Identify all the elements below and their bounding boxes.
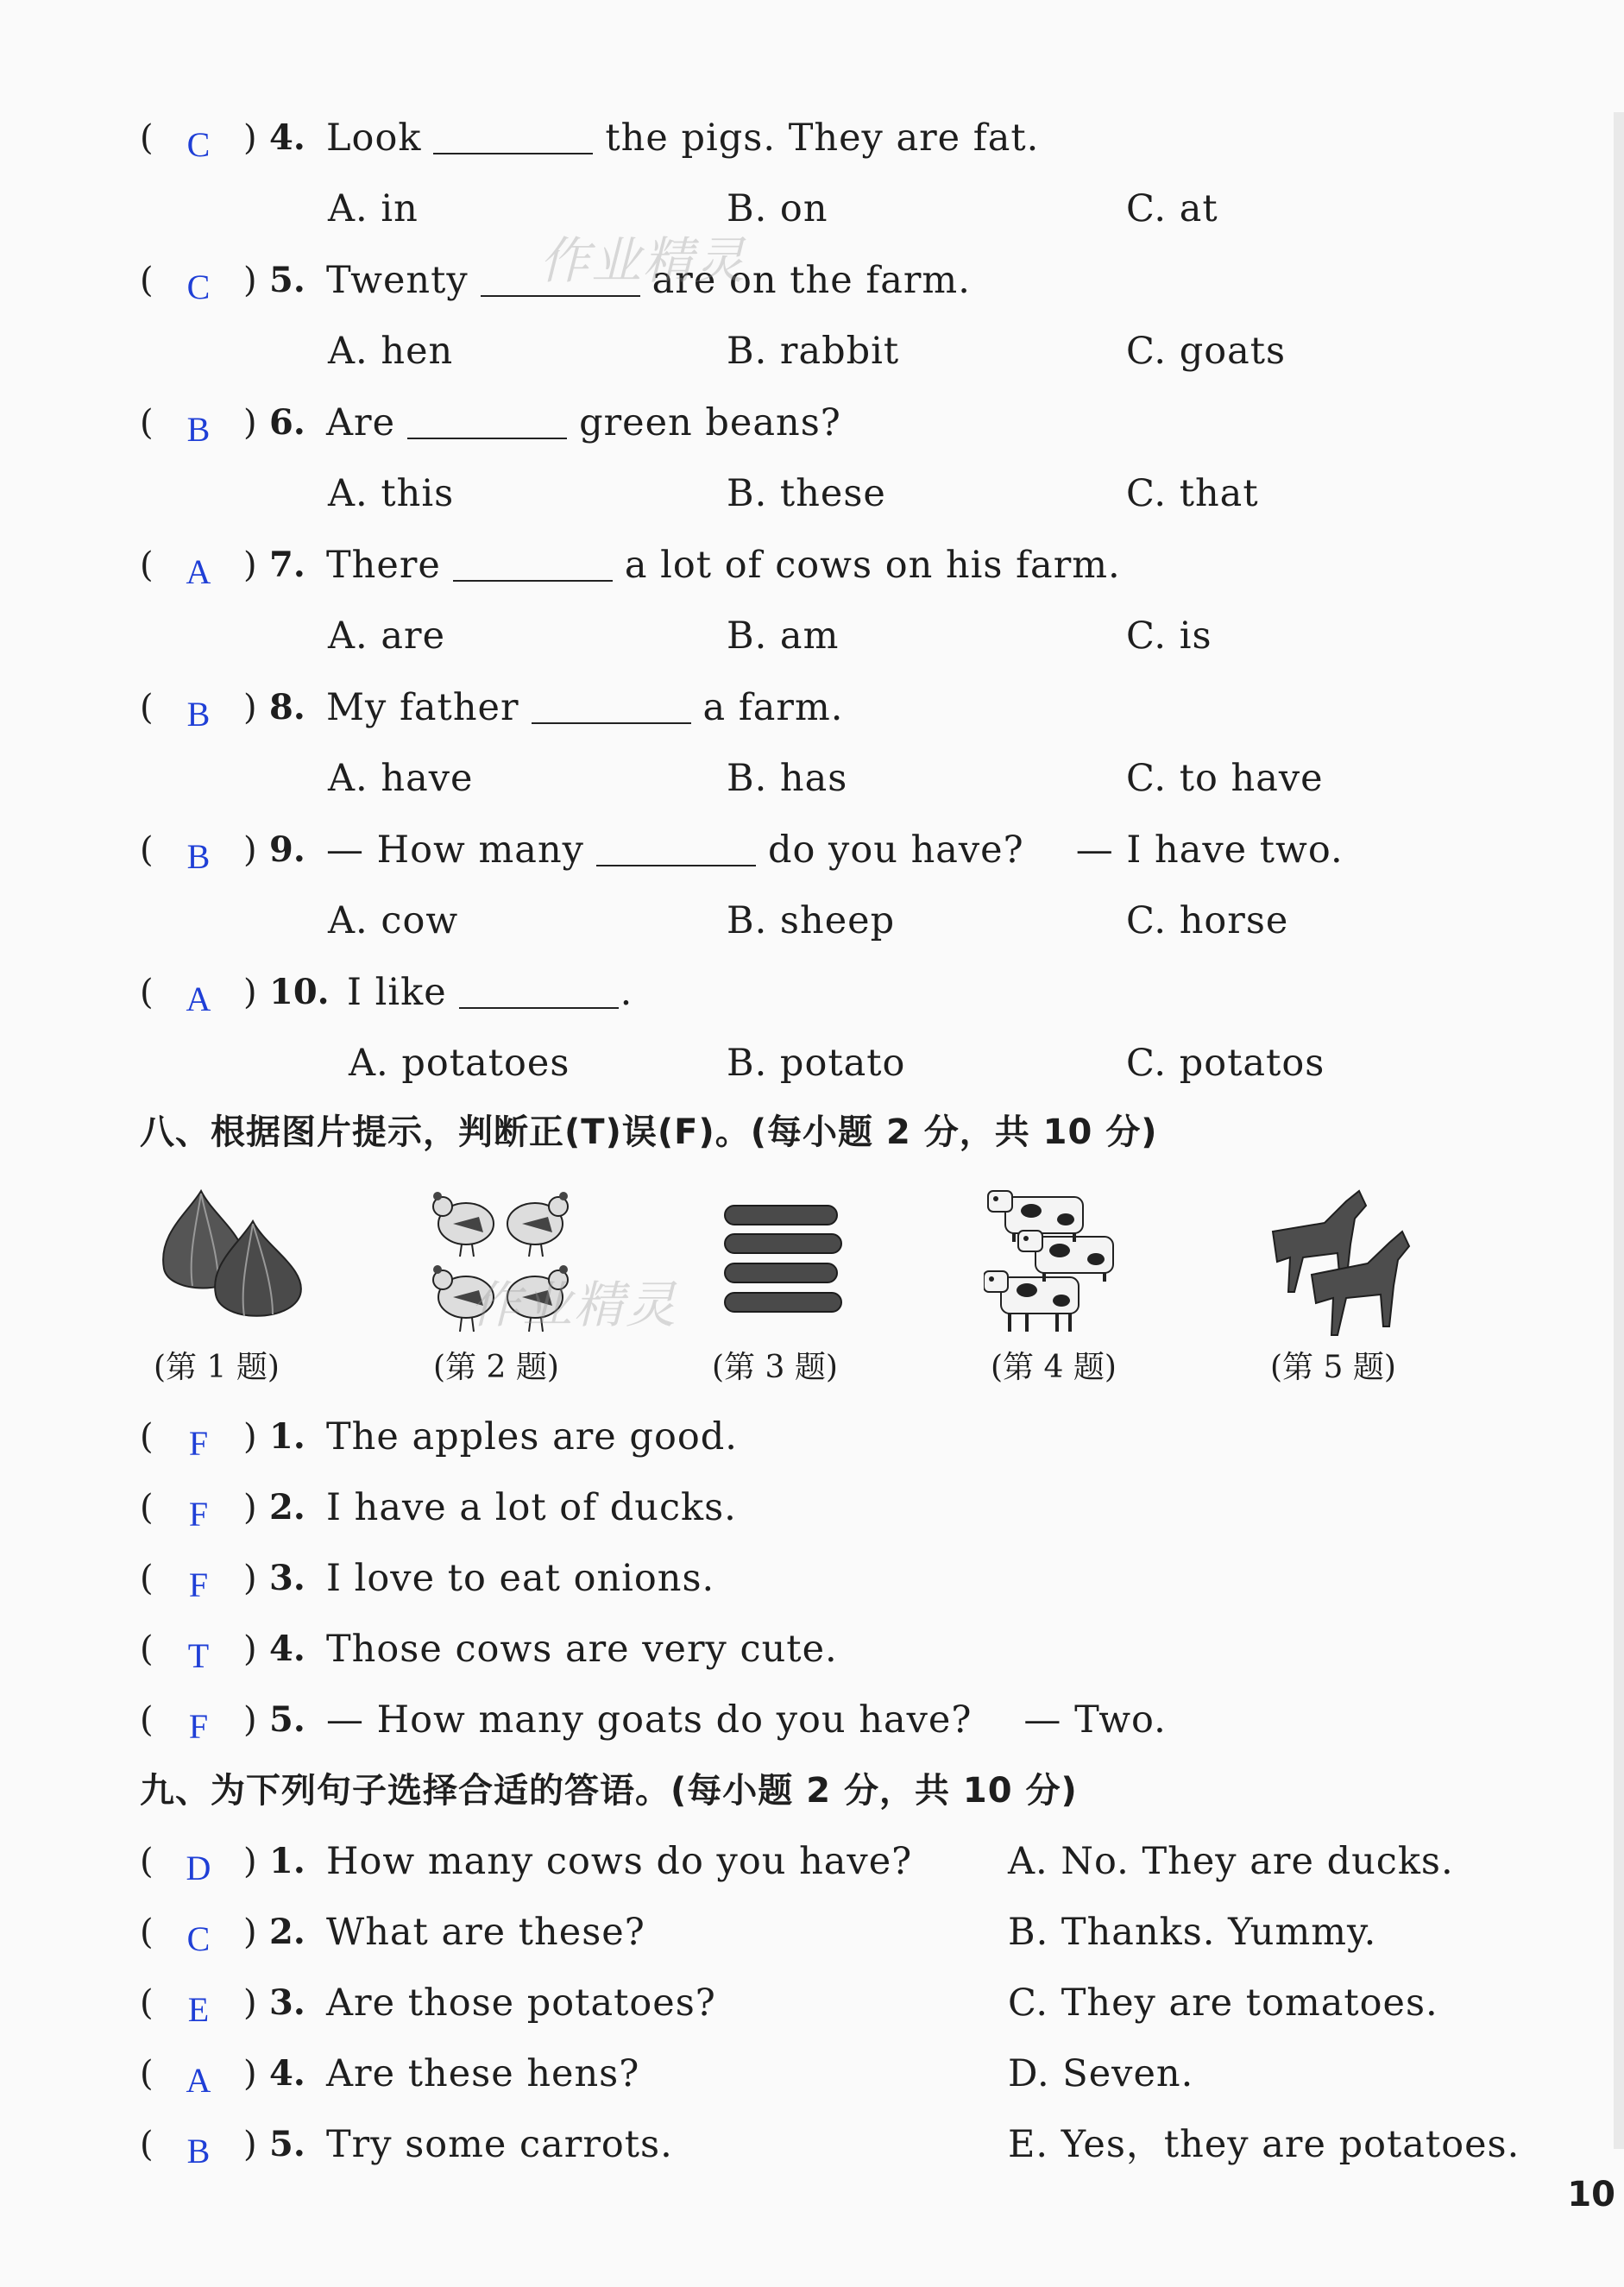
- question-number: 1.: [269, 1841, 305, 1881]
- question-number: 5.: [269, 260, 305, 300]
- answer-mark: B: [186, 837, 211, 876]
- caption-4: (第 4 题): [991, 1350, 1117, 1385]
- mc-question-7: ( A ) 7. There a lot of cows on his farm.: [0, 535, 1553, 595]
- question-stem: Are green beans?: [326, 401, 841, 444]
- page-edge-bar: [1614, 112, 1624, 2149]
- answer-mark: A: [186, 2061, 211, 2100]
- answer-mark: C: [186, 125, 211, 164]
- mc-question-9: ( B ) 9. — How many do you have? — I have two.: [0, 820, 1553, 880]
- mc-question-8: ( B ) 8. My father a farm.: [0, 677, 1553, 738]
- answer-mark: A: [186, 552, 211, 591]
- question-number: 7.: [269, 545, 305, 585]
- answer-mark: T: [187, 1636, 210, 1675]
- tf-question-3: ( F ) 3. I love to eat onions.: [0, 1548, 1553, 1609]
- question-text: Are those potatoes?: [326, 1981, 716, 2025]
- option-c: C. horse: [1126, 899, 1289, 942]
- question-number: 5.: [269, 1699, 305, 1740]
- statement-text: I love to eat onions.: [326, 1557, 715, 1600]
- option-b: B. sheep: [727, 899, 896, 942]
- option-c: C. goats: [1126, 330, 1287, 373]
- match-question-4: ( A ) 4. Are these hens?: [0, 2044, 1553, 2104]
- question-number: 6.: [269, 402, 305, 443]
- option-b: B. potato: [727, 1042, 906, 1085]
- question-number: 9.: [269, 829, 305, 870]
- page-number: 10: [1567, 2175, 1615, 2215]
- watermark: 作业精灵: [470, 1276, 678, 1334]
- answer-mark: F: [188, 1424, 209, 1463]
- answer-blank: [433, 116, 593, 154]
- answer-mark: A: [186, 980, 211, 1018]
- question-stem: My father a farm.: [326, 686, 844, 729]
- answer-mark: F: [188, 1707, 209, 1746]
- question-text: How many cows do you have?: [326, 1840, 913, 1883]
- statement-text: I have a lot of ducks.: [326, 1486, 737, 1529]
- option-c: C. is: [1126, 614, 1212, 658]
- question-stem: Twenty are on the farm.: [326, 259, 971, 302]
- option-a: A. hen: [328, 330, 454, 373]
- tf-question-4: ( T ) 4. Those cows are very cute.: [0, 1619, 1553, 1679]
- option-a: A. this: [328, 472, 455, 515]
- section-9-heading: 九、为下列句子选择合适的答语。(每小题 2 分，共 10 分): [140, 1771, 1078, 1811]
- cucumbers-illustration: [721, 1201, 846, 1322]
- response-option: A. No. They are ducks.: [1008, 1840, 1454, 1883]
- mc-question-4: ( C ) 4. Look the pigs. They are fat.: [0, 108, 1553, 168]
- answer-mark: D: [186, 1849, 211, 1887]
- option-c: C. at: [1126, 187, 1218, 230]
- question-number: 10.: [269, 972, 330, 1012]
- question-stem: Look the pigs. They are fat.: [326, 117, 1040, 160]
- answer-mark: F: [188, 1495, 209, 1534]
- tf-question-2: ( F ) 2. I have a lot of ducks.: [0, 1477, 1553, 1538]
- watermark: 作业精灵: [539, 231, 747, 290]
- question-number: 4.: [269, 117, 305, 158]
- option-b: B. on: [727, 187, 828, 230]
- match-question-5: ( B ) 5. Try some carrots.: [0, 2114, 1553, 2175]
- option-b: B. am: [727, 614, 840, 658]
- question-stem: I like .: [347, 971, 633, 1014]
- answer-blank: [407, 400, 567, 439]
- answer-mark: C: [186, 268, 211, 306]
- tf-question-1: ( F ) 1. The apples are good.: [0, 1407, 1553, 1467]
- answer-blank: [453, 543, 613, 582]
- statement-text: — How many goats do you have? — Two.: [326, 1698, 1167, 1742]
- question-number: 1.: [269, 1416, 305, 1457]
- cows-illustration: [984, 1187, 1135, 1342]
- question-stem: — How many do you have? — I have two.: [326, 828, 1344, 872]
- question-number: 3.: [269, 1558, 305, 1598]
- match-question-3: ( E ) 3. Are those potatoes?: [0, 1973, 1553, 2033]
- answer-blank: [596, 828, 756, 866]
- option-a: A. potatoes: [349, 1042, 570, 1085]
- question-number: 3.: [269, 1982, 305, 2023]
- option-b: B. these: [727, 472, 886, 515]
- question-number: 2.: [269, 1487, 305, 1528]
- caption-3: (第 3 题): [712, 1350, 838, 1385]
- option-a: A. have: [328, 757, 474, 800]
- question-text: Try some carrots.: [326, 2123, 673, 2166]
- option-a: A. are: [328, 614, 446, 658]
- response-option: C. They are tomatoes.: [1008, 1981, 1438, 2025]
- answer-mark: B: [186, 410, 211, 449]
- option-b: B. has: [727, 757, 848, 800]
- caption-5: (第 5 题): [1270, 1350, 1396, 1385]
- option-c: C. that: [1126, 472, 1259, 515]
- answer-mark: B: [186, 2132, 211, 2170]
- question-stem: There a lot of cows on his farm.: [326, 544, 1121, 587]
- statement-text: The apples are good.: [326, 1415, 738, 1459]
- mc-question-10: ( A ) 10. I like .: [0, 962, 1553, 1023]
- response-option: B. Thanks. Yummy.: [1008, 1911, 1377, 1954]
- answer-mark: C: [186, 1919, 211, 1958]
- mc-question-5: ( C ) 5. Twenty are on the farm.: [0, 250, 1553, 311]
- tf-question-5: ( F ) 5. — How many goats do you have? — Two.: [0, 1690, 1553, 1750]
- response-option: E. Yes，they are potatoes.: [1008, 2123, 1520, 2166]
- option-a: A. cow: [328, 899, 459, 942]
- option-c: C. to have: [1126, 757, 1324, 800]
- option-c: C. potatos: [1126, 1042, 1325, 1085]
- caption-2: (第 2 题): [433, 1350, 559, 1385]
- option-a: A. in: [328, 187, 419, 230]
- question-number: 4.: [269, 2053, 305, 2094]
- answer-mark: F: [188, 1566, 209, 1604]
- horses-illustration: [1264, 1184, 1415, 1339]
- mc-question-6: ( B ) 6. Are green beans?: [0, 393, 1553, 453]
- question-text: What are these?: [326, 1911, 645, 1954]
- answer-mark: E: [187, 1990, 210, 2029]
- statement-text: Those cows are very cute.: [326, 1628, 838, 1671]
- match-question-1: ( D ) 1. How many cows do you have?: [0, 1831, 1553, 1892]
- question-number: 5.: [269, 2124, 305, 2164]
- response-option: D. Seven.: [1008, 2052, 1194, 2095]
- question-number: 8.: [269, 687, 305, 728]
- question-number: 4.: [269, 1629, 305, 1669]
- match-question-2: ( C ) 2. What are these?: [0, 1902, 1553, 1963]
- onions-illustration: [154, 1187, 309, 1333]
- caption-1: (第 1 题): [154, 1350, 280, 1385]
- answer-mark: B: [186, 695, 211, 734]
- question-text: Are these hens?: [326, 2052, 640, 2095]
- option-b: B. rabbit: [727, 330, 900, 373]
- answer-blank: [459, 970, 619, 1009]
- answer-blank: [532, 685, 691, 724]
- question-number: 2.: [269, 1912, 305, 1952]
- section-8-heading: 八、根据图片提示，判断正(T)误(F)。(每小题 2 分，共 10 分): [140, 1112, 1158, 1152]
